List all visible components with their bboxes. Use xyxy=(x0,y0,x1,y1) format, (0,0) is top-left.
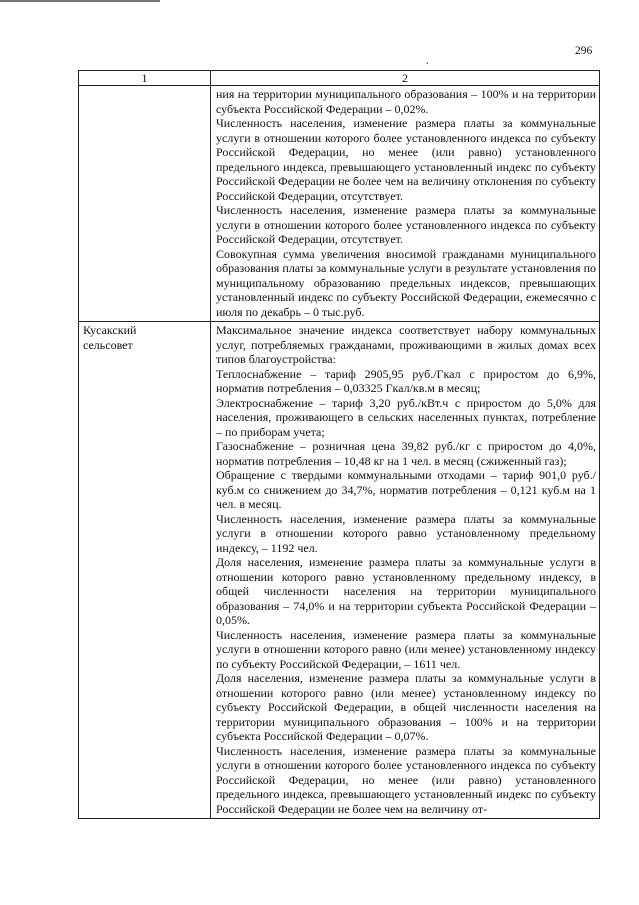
table-row xyxy=(79,86,600,322)
document-table xyxy=(78,70,600,819)
municipality-name: Кусакский сельсовет xyxy=(83,323,137,352)
paragraph: Газоснабжение – розничная цена 39,82 руб./кг с приростом до 4,0%, норматив потребления – 10,48 кг на 1 чел. в месяц (сжиженный газ); xyxy=(216,439,596,468)
description-cell xyxy=(211,86,600,322)
paragraph: Численность населения, изменение размера платы за коммунальные услуги в отношении которого равно установленному предельному индексу, – 1192 чел. xyxy=(216,511,596,555)
paragraph: Максимальное значение индекса соответствует набору коммунальных услуг, потребляемых гражданами, проживающими в жилых домах всех типов благоустройства: xyxy=(216,323,596,366)
paragraph: Доля населения, изменение размера платы за коммунальные услуги в отношении которого равно (или менее) установленному индексу по субъекту Российской Федерации, в общей численности населения на территории муниципального образования – 100% и на территории субъекта Российской Федерации – 0,07%. xyxy=(216,671,596,743)
column-header-1: 1 xyxy=(79,71,211,86)
paragraph: Теплоснабжение – тариф 2905,95 руб./Гкал с приростом до 6,9%, норматив потребления – 0,03325 Гкал/кв.м в месяц; xyxy=(216,366,596,395)
paragraph: Доля населения, изменение размера платы за коммунальные услуги в отношении которого равно установленному предельному индексу, в общей численности населения на территории муниципального образования – 74,0% и на территории субъекта Российской Федерации – 0,05%. xyxy=(216,555,596,627)
paragraph: ния на территории муниципального образования – 100% и на территории субъекта Российской Федерации – 0,02%. xyxy=(216,87,596,116)
top-edge-line xyxy=(0,0,160,2)
column-header-2: 2 xyxy=(211,71,600,86)
paragraph: Численность населения, изменение размера платы за коммунальные услуги в отношении которого равно (или менее) установленному индексу по субъекту Российской Федерации, – 1611 чел. xyxy=(216,627,596,671)
municipality-cell xyxy=(79,86,211,322)
table-row xyxy=(79,322,600,819)
page-number: 296 xyxy=(575,45,593,57)
paragraph: Совокупная сумма увеличения вносимой гражданами муниципального образования платы за коммунальные услуги в результате установления по муниципальному образованию предельных индексов, превышающих установленный индекс по субъекту Российской Федерации, ежемесячно с июля по декабрь – 0 тыс.руб. xyxy=(216,246,596,319)
paragraph: Электроснабжение – тариф 3,20 руб./кВт.ч с приростом до 5,0% для населения, проживающего в сельских населенных пунктах, потребление – по приборам учета; xyxy=(216,395,596,439)
header-row xyxy=(79,71,600,86)
paragraph: Обращение с твердыми коммунальными отходами – тариф 901,0 руб./куб.м со снижением до 34,7%, норматив потребления – 0,121 куб.м на 1 чел. в месяц. xyxy=(216,468,596,511)
paragraph: Численность населения, изменение размера платы за коммунальные услуги в отношении которого более установленного индекса по субъекту Российской Федерации, отсутствует. xyxy=(216,203,596,246)
page-mark: . xyxy=(426,56,429,67)
paragraph: Численность населения, изменение размера платы за коммунальные услуги в отношении которого более установленного индекса по субъекту Российской Федерации, но менее (или равно) установленного предельного индекса, превышающего установленный индекс по субъекту Российской Федерации не более чем на величину от- xyxy=(216,743,596,816)
municipality-cell xyxy=(79,322,211,819)
paragraph: Численность населения, изменение размера платы за коммунальные услуги в отношении которого более установленного индекса по субъекту Российской Федерации, но менее (или равно) установленного предельного индекса, превышающего установленный индекс по субъекту Российской Федерации не более чем на величину отклонения по субъекту Российской Федерации, отсутствует. xyxy=(216,116,596,203)
description-cell xyxy=(211,322,600,819)
